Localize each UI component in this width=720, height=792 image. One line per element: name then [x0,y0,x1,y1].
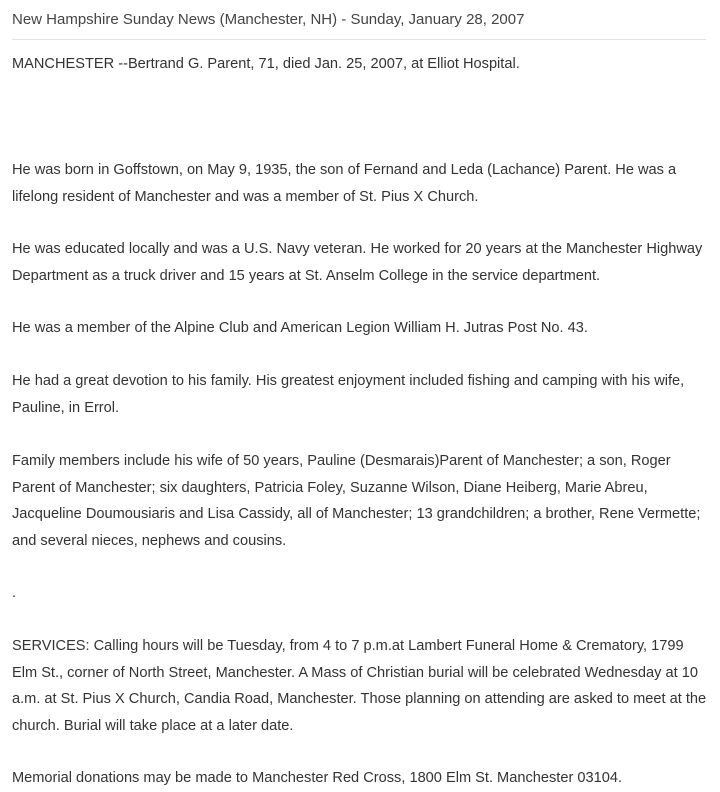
lead-paragraph: MANCHESTER --Bertrand G. Parent, 71, died Jan. 25, 2007, at Elliot Hospital. [12,56,520,72]
paragraph-survivors: Family members include his wife of 50 years, Pauline (Desmarais)Parent of Manchester; a son, Roger Parent of Manchester; six daughters, Patricia Foley, Suzanne Wilson, Diane Heiberg, Marie Abreu, Jacqueline Doumousiaris and Lisa Cassidy, all of Manchester; 13 grandchildren; a brother, Rene Vermette; and several nieces, nephews and cousins. [12,453,701,549]
paragraph-separator-dot: . [12,585,17,601]
source-header: New Hampshire Sunday News (Manchester, NH) - Sunday, January 28, 2007 [12,11,525,28]
paragraph-education: He was educated locally and was a U.S. Navy veteran. He worked for 20 years at the Manchester Highway Department as a truck driver and 15 years at St. Anselm College in the service department. [12,241,703,284]
header-divider [12,39,706,40]
paragraph-memorial: Memorial donations may be made to Manchester Red Cross, 1800 Elm St. Manchester 03104. [12,770,622,786]
paragraph-services: SERVICES: Calling hours will be Tuesday, from 4 to 7 p.m.at Lambert Funeral Home & Crematory, 1799 Elm St., corner of North Street, Manchester. A Mass of Christian burial will be celebrated Wednesday at 10 a.m. at St. Pius X Church, Candia Road, Manchester. Those planning on attending are asked to meet at the church. Burial will take place at a later date. [12,638,707,734]
paragraph-birth: He was born in Goffstown, on May 9, 1935, the son of Fernand and Leda (Lachance) Parent. He was a lifelong resident of Manchester and was a member of St. Pius X Church. [12,162,677,205]
paragraph-memberships: He was a member of the Alpine Club and American Legion William H. Jutras Post No. 43. [12,320,588,336]
paragraph-family-devotion: He had a great devotion to his family. His greatest enjoyment included fishing and camping with his wife, Pauline, in Errol. [12,373,685,416]
